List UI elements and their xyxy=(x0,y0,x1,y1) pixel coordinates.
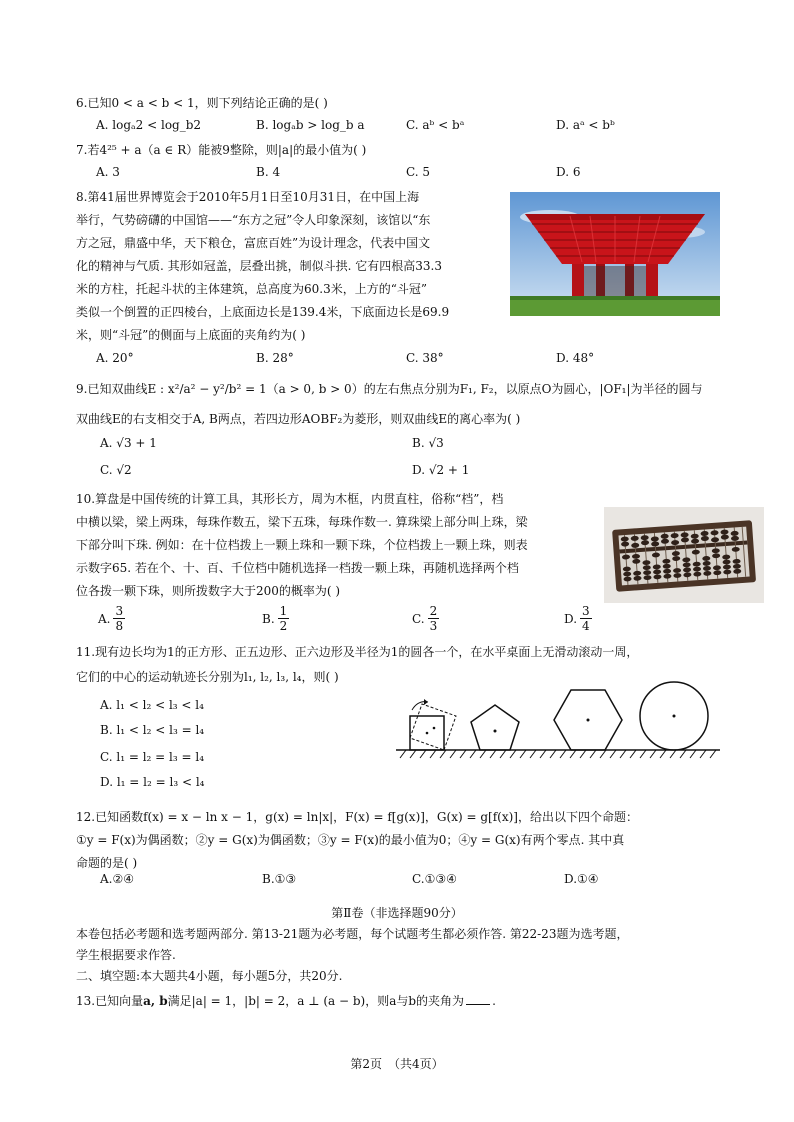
q13-answer-blank[interactable] xyxy=(466,1004,490,1005)
q8-option-c: C. 38° xyxy=(406,351,444,365)
q10-option-a-numerator: 3 xyxy=(115,604,124,618)
fill-in-header: 二、填空题:本大题共4小题，每小题5分，共20分. xyxy=(76,969,343,983)
section-2-title: 第Ⅱ卷（非选择题90分） xyxy=(331,906,463,920)
q11-option-d: D. l₁ = l₂ = l₃ < l₄ xyxy=(100,775,205,789)
q10-option-c-numerator: 2 xyxy=(429,604,438,618)
q11-option-c: C. l₁ = l₂ = l₃ = l₄ xyxy=(100,750,205,764)
q10-option-d xyxy=(564,604,592,633)
page-footer: 第2页 （共4页） xyxy=(350,1057,444,1071)
q7-stem: 7.若4²⁵ + a（a ∈ R）能被9整除，则|a|的最小值为( ) xyxy=(76,143,367,157)
q10-option-b-denominator: 2 xyxy=(279,619,288,633)
q9-line-2: 双曲线E的右支相交于A, B两点，若四边形AOBF₂为菱形，则双曲线E的离心率为( ) xyxy=(76,412,521,426)
q10-option-a-denominator: 8 xyxy=(115,619,124,633)
q12-line-2: ①y = F(x)为偶函数；②y = G(x)为偶函数；③y = F(x)的最小值为0；④y = G(x)有两个零点. 其中真 xyxy=(76,833,625,847)
q7-option-d: D. 6 xyxy=(556,165,581,179)
q10-option-a xyxy=(98,604,125,633)
q13-stem xyxy=(76,994,496,1008)
q12-option-d: D.①④ xyxy=(564,872,599,886)
q8-line-4: 化的精神与气质. 其形如冠盖，层叠出挑，制似斗拱. 它有四根高33.3 xyxy=(76,259,442,273)
abacus-photo xyxy=(604,507,764,603)
q8-line-7: 米，则“斗冠”的侧面与上底面的夹角约为( ) xyxy=(76,328,306,342)
section-2-intro-line-1: 本卷包括必考题和选考题两部分. 第13-21题为必考题，每个试题考生都必须作答. 第22-23题为选考题， xyxy=(76,927,629,941)
q10-line-2: 中横以梁，梁上两珠，每珠作数五，梁下五珠，每珠作数一. 算珠梁上部分叫上珠，梁 xyxy=(76,515,528,529)
q12-line-1: 12.已知函数f(x) = x − ln x − 1，g(x) = ln|x|，F(x) = f[g(x)]，G(x) = g[f(x)]，给出以下四个命题： xyxy=(76,810,638,824)
q10-option-d-numerator: 3 xyxy=(582,604,590,618)
q12-option-b: B.①③ xyxy=(262,872,297,886)
q10-line-3: 下部分叫下珠. 例如：在十位档拨上一颗上珠和一颗下珠，个位档拨上一颗上珠，则表 xyxy=(76,538,528,552)
q9-option-a: A. √3 + 1 xyxy=(100,436,157,450)
china-pavilion-photo xyxy=(510,192,720,316)
q9-option-c: C. √2 xyxy=(100,463,132,477)
q9-option-b: B. √3 xyxy=(412,436,444,450)
q10-line-4: 示数字65. 若在个、十、百、千位档中随机选择一档拨一颗上珠，再随机选择两个档 xyxy=(76,561,519,575)
q9-line-1: 9.已知双曲线E : x²/a² − y²/b² = 1（a > 0, b > 0）的左右焦点分别为F₁, F₂，以原点O为圆心，|OF₁|为半径的圆与 xyxy=(76,382,703,396)
q9-option-d: D. √2 + 1 xyxy=(412,463,470,477)
q13-stem-end: . xyxy=(492,994,496,1008)
q10-option-b xyxy=(262,604,289,633)
q7-option-c: C. 5 xyxy=(406,165,431,179)
q8-line-2: 举行，气势磅礴的中国馆——“东方之冠”令人印象深刻，该馆以“东 xyxy=(76,213,431,227)
q12-option-a: A.②④ xyxy=(100,872,134,886)
q6-option-a: A. logₐ2 < log_b2 xyxy=(96,118,202,132)
q11-option-a: A. l₁ < l₂ < l₃ < l₄ xyxy=(100,698,204,712)
q10-option-d-label: D. xyxy=(564,611,578,626)
q10-option-b-label: B. xyxy=(262,611,275,626)
q10-option-c-label: C. xyxy=(412,611,425,626)
q8-line-3: 方之冠，鼎盛中华，天下粮仓，富庶百姓”为设计理念，代表中国文 xyxy=(76,236,431,250)
q10-line-5: 位各拨一颗下珠，则所拨数字大于200的概率为( ) xyxy=(76,584,341,598)
q10-option-c xyxy=(412,604,439,633)
q11-line-1: 11.现有边长均为1的正方形、正五边形、正六边形及半径为1的圆各一个，在水平桌面上无滑动滚动一周， xyxy=(76,645,639,659)
q7-option-a: A. 3 xyxy=(96,165,120,179)
q12-line-3: 命题的是( ) xyxy=(76,856,138,870)
q8-option-b: B. 28° xyxy=(256,351,294,365)
q10-option-d-denominator: 4 xyxy=(582,619,590,633)
q13-stem-start: 13.已知向量 xyxy=(76,994,144,1008)
q10-line-1: 10.算盘是中国传统的计算工具，其形长方，周为木框，内贯直柱，俗称“档”，档 xyxy=(76,492,504,506)
q11-line-2: 它们的中心的运动轨迹长分别为l₁, l₂, l₃, l₄，则( ) xyxy=(76,670,339,684)
q13-vectors: a, b xyxy=(143,994,168,1008)
q6-option-c: C. aᵇ < bᵃ xyxy=(406,118,465,132)
q6-option-d: D. aᵃ < bᵇ xyxy=(556,118,615,132)
q10-option-b-numerator: 1 xyxy=(279,604,288,618)
q8-line-1: 8.第41届世界博览会于2010年5月1日至10月31日，在中国上海 xyxy=(76,190,420,204)
q10-option-c-denominator: 3 xyxy=(429,619,438,633)
section-2-intro-line-2: 学生根据要求作答. xyxy=(76,948,176,962)
q11-option-b: B. l₁ < l₂ < l₃ = l₄ xyxy=(100,723,205,737)
q8-line-5: 米的方柱，托起斗状的主体建筑，总高度为60.3米，上方的“斗冠” xyxy=(76,282,427,296)
q13-stem-middle: 满足|a| = 1，|b| = 2，a ⊥ (a − b)，则a与b的夹角为 xyxy=(167,994,465,1008)
q12-option-c: C.①③④ xyxy=(412,872,457,886)
q8-option-d: D. 48° xyxy=(556,351,595,365)
q7-option-b: B. 4 xyxy=(256,165,281,179)
q6-option-b: B. logₐb > log_b a xyxy=(256,118,365,132)
q8-line-6: 类似一个倒置的正四棱台，上底面边长是139.4米，下底面边长是69.9 xyxy=(76,305,450,319)
q10-option-a-label: A. xyxy=(98,611,111,626)
q8-option-a: A. 20° xyxy=(96,351,134,365)
rolling-shapes-diagram xyxy=(396,680,720,762)
q6-stem: 6.已知0 < a < b < 1，则下列结论正确的是( ) xyxy=(76,96,328,110)
